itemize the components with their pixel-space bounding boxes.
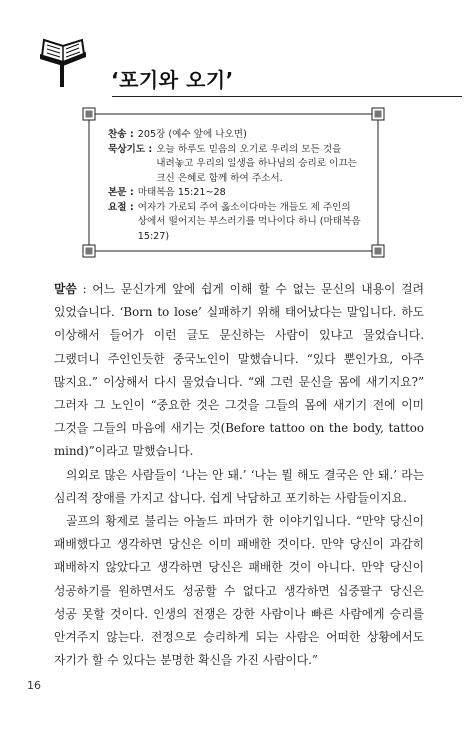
key-verse-label: 요절 xyxy=(108,201,127,213)
paragraph-2: 의외로 많은 사람들이 ‘나는 안 돼.’ ‘나는 뭘 해도 결국은 안 돼.’ 라는 심리적 장애를 가지고 삽니다. 쉽게 낙담하고 포기하는 사람들이지요. xyxy=(54,467,424,505)
page-number: 16 xyxy=(27,679,41,692)
prayer-text: 오늘 하루도 믿음의 오기로 우리의 모든 것을 내려놓고 우리의 일생을 하나님의 승리로 이끄는 크신 은혜로 함께 하여 주소서. xyxy=(156,143,357,184)
prayer-label: 묵상기도 xyxy=(108,143,146,155)
paragraph-3: 골프의 황제로 불리는 아놀드 파머가 한 이야기입니다. “만약 당신이 패배했다고 생각하면 당신은 이미 패배한 것이다. 만약 당신이 과감히 패배하지 않았다고 생각하면 당신은 패배한 것이 아니다. 만약 당신이 성공하기를 원하면서도 성공할 수 없다고 생각하면 십중팔구 당신은 성공 못할 것이다. 인생의 전쟁은 강한 사람이나 빠른 사람에게 승리를 안겨주지 않는다. 전정으로 승리하게 되는 사람은 어떠한 상황에서도 자기가 할 수 있다는 분명한 확신을 가진 사람이다.” xyxy=(54,514,424,668)
hymn-row: 찬송 : 205장 (예수 앞에 나오면) xyxy=(108,128,376,143)
key-verse-row: 요절 : 여자가 가로되 주여 옳소이다마는 개들도 제 주인의 상에서 떨어지는 부스러기를 먹나이다 하니 (마태복음 15:27) xyxy=(108,201,376,245)
scripture-row: 본문 : 마태복음 15:21~28 xyxy=(108,186,376,201)
corner-ornament-top-right xyxy=(372,108,384,120)
sermon-label: 말씀 xyxy=(54,282,77,296)
prayer-row: 묵상기도 : 오늘 하루도 믿음의 오기로 우리의 모든 것을 내려놓고 우리의 일생을 하나님의 승리로 이끄는 크신 은혜로 함께 하여 주소서. xyxy=(108,143,376,187)
corner-ornament-bottom-right xyxy=(372,245,384,257)
scripture-text: 마태복음 15:21~28 xyxy=(137,187,226,198)
page-title: ‘포기와 오기’ xyxy=(111,68,234,92)
key-verse-text: 여자가 가로되 주여 옳소이다마는 개들도 제 주인의 상에서 떨어지는 부스러기를 먹나이다 하니 (마태복음 15:27) xyxy=(137,201,361,242)
corner-ornament-bottom-left xyxy=(83,245,95,257)
title-underline xyxy=(112,96,462,97)
verse-box xyxy=(80,105,387,260)
scripture-label: 본문 xyxy=(108,187,127,198)
corner-ornament-top-left xyxy=(83,108,95,120)
paragraph-1: 말씀 : 어느 문신가게 앞에 쉽게 이해 할 수 없는 문신의 내용이 걸려 있었습니다. ‘Born to lose’ 실패하기 위해 태어났다는 말입니다. 하도 이상해서 들어가 이런 글도 문신하는 사람이 있냐고 물었습니다. 그랬더니 주인인듯한 중국노인이 말했습니다. “있다 뿐인가요, 아주 많지요.” 이상해서 다시 물었습니다. “왜 그런 문신을 몸에 새기지요?” 그러자 그 노인이 “중요한 것은 그것을 그들의 몸에 새기기 전에 이미 그것을 그들의 마음에 새기는 것(Before tattoo on the body, tattoo mind)”이라고 말했습니다. xyxy=(54,282,424,459)
sermon-body xyxy=(54,278,424,672)
verse-content xyxy=(108,128,376,244)
chapter-header xyxy=(38,34,458,94)
open-book-icon xyxy=(38,34,92,88)
hymn-label: 찬송 xyxy=(108,129,127,140)
hymn-text: 205장 (예수 앞에 나오면) xyxy=(137,129,247,140)
